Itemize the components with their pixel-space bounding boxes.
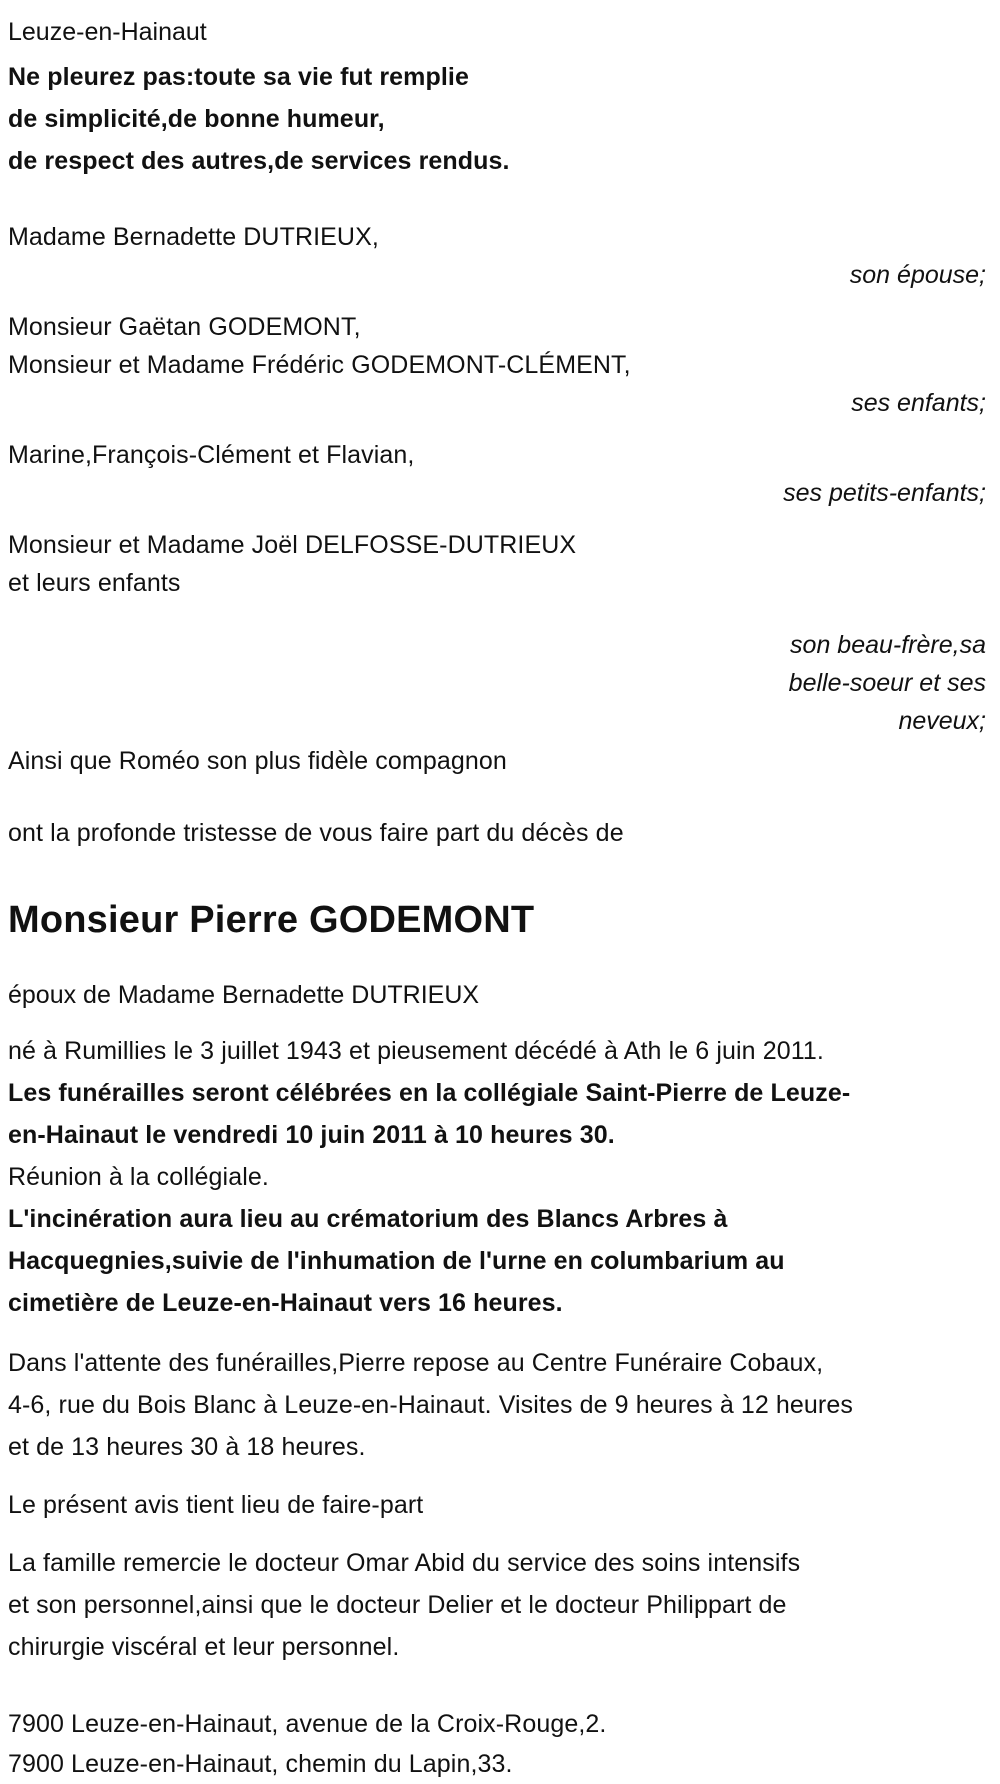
family-names (8, 308, 988, 384)
spouse-of-line: époux de Madame Bernadette DUTRIEUX (8, 981, 480, 1009)
deceased-name: Monsieur Pierre GODEMONT (8, 899, 535, 941)
spacer (8, 1324, 988, 1342)
relation-label-children: ses enfants; (851, 389, 986, 417)
family-names (8, 436, 988, 474)
spacer (8, 782, 988, 812)
family-group-children (8, 308, 988, 422)
spacer (8, 422, 988, 436)
spacer (8, 512, 988, 526)
address-line-2: 7900 Leuze-en-Hainaut, chemin du Lapin,33. (8, 1750, 513, 1778)
spacer (8, 602, 988, 626)
family-group-grandchildren (8, 436, 988, 512)
visitation-line-1: Dans l'attente des funérailles,Pierre repose au Centre Funéraire Cobaux, (8, 1349, 824, 1377)
thanks-line-2: et son personnel,ainsi que le docteur Delier et le docteur Philippart de (8, 1591, 787, 1619)
gathering-line: Réunion à la collégiale. (8, 1163, 269, 1191)
address-line-1: 7900 Leuze-en-Hainaut, avenue de la Croix-Rouge,2. (8, 1710, 607, 1738)
relation-label-in-laws-1: son beau-frère,sa (790, 631, 986, 659)
family-group-in-laws (8, 526, 988, 740)
birth-death-line: né à Rumillies le 3 juillet 1943 et pieusement décédé à Ath le 6 juin 2011. (8, 1037, 824, 1065)
family-name-line: et leurs enfants (8, 569, 181, 597)
cremation-line-2: Hacquegnies,suivie de l'inhumation de l'urne en columbarium au (8, 1247, 785, 1275)
family-group-spouse (8, 218, 988, 294)
companion-line: Ainsi que Roméo son plus fidèle compagnon (8, 747, 507, 775)
verse-block (8, 56, 988, 182)
relation-label-in-laws-2: belle-soeur et ses (788, 669, 986, 697)
visitation-line-2: 4-6, rue du Bois Blanc à Leuze-en-Hainaut. Visites de 9 heures à 12 heures (8, 1391, 853, 1419)
cremation-line-1: L'incinération aura lieu au crématorium des Blancs Arbres à (8, 1205, 728, 1233)
funeral-line-2: en-Hainaut le vendredi 10 juin 2011 à 10 heures 30. (8, 1121, 615, 1149)
verse-line-2: de simplicité,de bonne humeur, (8, 105, 385, 133)
spacer (8, 1526, 988, 1542)
notice-note-line: Le présent avis tient lieu de faire-part (8, 1491, 424, 1519)
spacer (8, 294, 988, 308)
family-names (8, 526, 988, 602)
thanks-line-1: La famille remercie le docteur Omar Abid du service des soins intensifs (8, 1549, 801, 1577)
location-line: Leuze-en-Hainaut (8, 18, 207, 46)
visitation-line-3: et de 13 heures 30 à 18 heures. (8, 1433, 366, 1461)
family-name-line: Madame Bernadette DUTRIEUX, (8, 223, 379, 251)
relation-label-grandchildren: ses petits-enfants; (783, 479, 986, 507)
thanks-line-3: chirurgie viscéral et leur personnel. (8, 1633, 400, 1661)
verse-line-3: de respect des autres,de services rendus. (8, 147, 510, 175)
announcement-intro: ont la profonde tristesse de vous faire part du décès de (8, 819, 624, 847)
family-name-line: Marine,François-Clément et Flavian, (8, 441, 415, 469)
relation-label-in-laws-3: neveux; (898, 707, 986, 735)
spacer (8, 1016, 988, 1030)
family-names (8, 218, 988, 256)
funeral-line-1: Les funérailles seront célébrées en la collégiale Saint-Pierre de Leuze- (8, 1079, 851, 1107)
addresses-block (8, 1704, 988, 1784)
spacer (8, 1468, 988, 1484)
cremation-line-3: cimetière de Leuze-en-Hainaut vers 16 heures. (8, 1289, 563, 1317)
family-block (8, 218, 988, 782)
relation-label-spouse: son épouse; (849, 261, 986, 289)
family-name-line: Monsieur Gaëtan GODEMONT, (8, 313, 361, 341)
family-name-line: Monsieur et Madame Joël DELFOSSE-DUTRIEUX (8, 531, 577, 559)
family-name-line: Monsieur et Madame Frédéric GODEMONT-CLÉMENT, (8, 351, 631, 379)
verse-line-1: Ne pleurez pas:toute sa vie fut remplie (8, 63, 469, 91)
